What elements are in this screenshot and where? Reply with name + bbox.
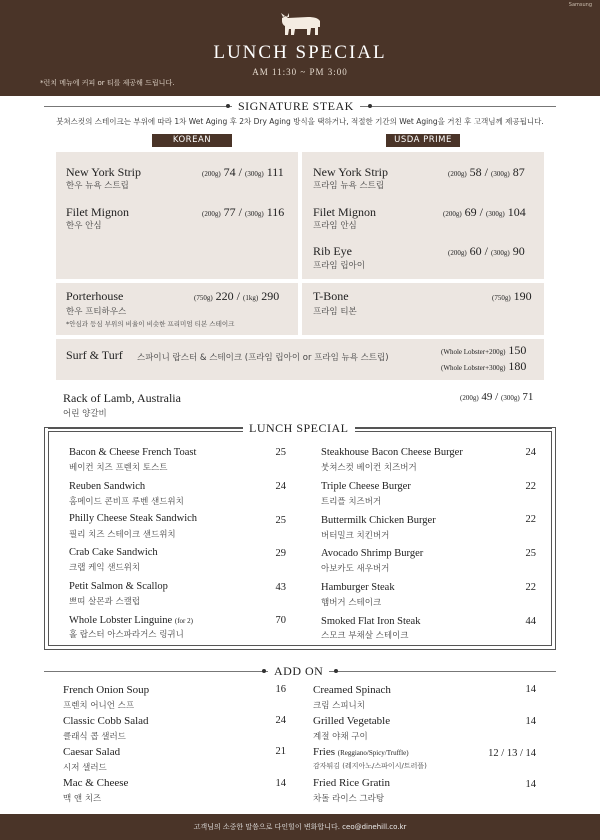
steak-intro: 붓쳐스컷의 스테이크는 부위에 따라 1차 Wet Aging 후 2차 Dry Aging 방식을 택하거나, 적절한 기간의 Wet Aging을 거친 후 고객님께 제공됩니다. — [56, 117, 544, 126]
addon-item-price: 14 — [525, 684, 536, 695]
lunch-item-korean: 베이컨 치즈 프렌치 토스트 — [69, 463, 168, 473]
lunch-item-name: Hamburger Steak — [321, 582, 395, 593]
menu-item-korean: 어린 양갈비 — [63, 409, 107, 419]
lunch-item-korean: 스모크 부채살 스테이크 — [321, 631, 409, 641]
lunch-item-name: Crab Cake Sandwich — [69, 547, 158, 558]
addon-item-korean: 계절 야채 구이 — [313, 732, 368, 742]
addon-item-price: 21 — [275, 746, 286, 757]
menu-item-name: Porterhouse — [66, 289, 124, 303]
lunch-item-korean: 홈메이드 콘비프 루벤 샌드위치 — [69, 497, 184, 507]
lunch-item-price: 29 — [275, 548, 286, 559]
menu-item-korean: 프라임 뉴욕 스트립 — [313, 181, 385, 191]
addon-item-price: 14 — [525, 716, 536, 727]
menu-item-name: T-Bone — [313, 289, 349, 303]
hours-text: AM 11:30 ~ PM 3:00 — [252, 67, 348, 77]
menu-item-korean: 프라임 립아이 — [313, 261, 365, 271]
menu-item-price: (200g) 58 / (300g) 87 — [448, 165, 525, 179]
signature-steak-title: SIGNATURE STEAK — [232, 99, 360, 114]
menu-item-korean: 프라임 티본 — [313, 307, 357, 317]
addon-item-name: Classic Cobb Salad — [63, 715, 149, 727]
addon-item-price: 14 — [275, 778, 286, 789]
menu-item-price: (Whole Lobster+300g) 180 — [441, 359, 527, 373]
korean-tag: KOREAN — [152, 134, 232, 147]
lunch-item-price: 24 — [275, 481, 286, 492]
addon-item-korean: 클래식 콥 샐러드 — [63, 732, 126, 742]
menu-item-price: (750g) 190 — [492, 289, 532, 303]
porterhouse-note: *안심과 등심 부위의 비율이 비슷한 프리미엄 티본 스테이크 — [66, 320, 235, 328]
lunch-item-name: Smoked Flat Iron Steak — [321, 616, 421, 627]
menu-item-name: New York Strip — [66, 165, 142, 179]
lunch-item-price: 22 — [525, 514, 536, 525]
lunch-item-korean: 크랩 케익 샌드위치 — [69, 563, 141, 573]
addon-item-name: Grilled Vegetable — [313, 715, 391, 727]
menu-item-name: Rib Eye — [313, 244, 352, 258]
lunch-item-name: Bacon & Cheese French Toast — [69, 447, 197, 458]
menu-item-korean: 한우 뉴욕 스트립 — [66, 181, 129, 191]
bull-icon — [278, 8, 324, 38]
add-on-title: ADD ON — [268, 664, 329, 679]
lunch-item-price: 22 — [525, 582, 536, 593]
lunch-item-name: Avocado Shrimp Burger — [321, 548, 424, 559]
addon-item-name: Fries (Reggiano/Spicy/Truffle) — [313, 746, 409, 758]
lunch-item-price: 44 — [525, 616, 536, 627]
menu-item-price: (200g) 74 / (300g) 111 — [202, 165, 284, 179]
menu-item-price: (200g) 60 / (300g) 90 — [448, 244, 525, 258]
menu-item-korean: 한우 안심 — [66, 221, 102, 231]
menu-item-korean: 스파이니 랍스터 & 스테이크 (프라임 립아이 or 프라임 뉴욕 스트립) — [137, 353, 389, 363]
menu-item-korean: 프라임 안심 — [313, 221, 357, 231]
lunch-item-price: 43 — [275, 582, 286, 593]
addon-item-name: French Onion Soup — [63, 684, 150, 696]
lunch-item-korean: 트리플 치즈버거 — [321, 497, 382, 507]
lunch-item-price: 70 — [275, 615, 286, 626]
lunch-item-korean: 붓쳐스컷 베이컨 치즈버거 — [321, 463, 417, 473]
divider-dot — [334, 669, 338, 673]
lunch-item-price: 24 — [525, 447, 536, 458]
lunch-item-name: Triple Cheese Burger — [321, 481, 411, 492]
addon-item-name: Caesar Salad — [63, 746, 121, 758]
menu-item-price: (200g) 49 / (300g) 71 — [460, 391, 534, 403]
menu-item-price: (200g) 77 / (300g) 116 — [202, 205, 285, 219]
addon-item-price: 14 — [525, 779, 536, 790]
menu-item-korean: 한우 프티하우스 — [66, 307, 127, 317]
addon-item-korean: 프렌치 어니언 스프 — [63, 701, 135, 711]
header-banner — [0, 0, 600, 96]
lunch-item-name: Buttermilk Chicken Burger — [321, 515, 436, 526]
page-title: LUNCH SPECIAL — [213, 42, 387, 63]
lunch-item-price: 25 — [525, 548, 536, 559]
menu-item-name: Rack of Lamb, Australia — [63, 391, 181, 405]
addon-item-korean: 차돌 라이스 그라탕 — [313, 794, 385, 804]
lunch-item-korean: 홀 랍스터 아스파라거스 링귀니 — [69, 630, 184, 640]
lunch-item-price: 25 — [275, 515, 286, 526]
lunch-item-name: Reuben Sandwich — [69, 481, 146, 492]
lunch-item-name: Philly Cheese Steak Sandwich — [69, 513, 198, 524]
lunch-special-title: LUNCH SPECIAL — [243, 421, 355, 436]
menu-item-price: (Whole Lobster+200g) 150 — [441, 343, 527, 357]
addon-item-korean: 감자튀김 (레지아노/스파이시/트러플) — [313, 762, 427, 770]
menu-item-price: (750g) 220 / (1kg) 290 — [194, 289, 280, 303]
lunch-item-korean: 필리 치즈 스테이크 샌드위치 — [69, 530, 176, 540]
menu-item-name: New York Strip — [313, 165, 389, 179]
menu-item-name: Surf & Turf — [66, 348, 123, 362]
lunch-item-price: 25 — [275, 447, 286, 458]
divider-dot — [368, 104, 372, 108]
addon-item-korean: 시저 샐러드 — [63, 763, 107, 773]
menu-item-price: (200g) 69 / (300g) 104 — [443, 205, 526, 219]
addon-item-korean: 맥 앤 치즈 — [63, 794, 102, 804]
lunch-item-korean: 햄버거 스테이크 — [321, 598, 382, 608]
lunch-item-korean: 버터밀크 치킨버거 — [321, 531, 390, 541]
lunch-item-korean: 아보카도 새우버거 — [321, 564, 390, 574]
brand-label: Samsung — [568, 2, 592, 8]
addon-item-price: 16 — [275, 684, 286, 695]
lunch-item-name: Whole Lobster Linguine (for 2) — [69, 615, 193, 626]
addon-item-name: Creamed Spinach — [313, 684, 391, 696]
lunch-item-price: 22 — [525, 481, 536, 492]
lunch-item-name: Petit Salmon & Scallop — [69, 581, 168, 592]
addon-item-price: 24 — [275, 715, 286, 726]
header-note: *런치 메뉴에 커피 or 티를 제공해 드립니다. — [40, 79, 175, 87]
menu-item-name: Filet Mignon — [313, 205, 377, 219]
divider-dot — [262, 669, 266, 673]
addon-item-korean: 크림 스피니치 — [313, 701, 365, 711]
addon-item-name: Fried Rice Gratin — [313, 777, 390, 789]
menu-item-name: Filet Mignon — [66, 205, 130, 219]
footer: 고객님의 소중한 말씀으로 다인힐이 변화합니다. ceo@dinehill.co.kr — [0, 814, 600, 840]
lunch-item-name: Steakhouse Bacon Cheese Burger — [321, 447, 463, 458]
addon-item-name: Mac & Cheese — [63, 777, 129, 789]
addon-item-price: 12 / 13 / 14 — [488, 748, 536, 759]
lunch-item-korean: 쁘띠 살몬과 스캘럽 — [69, 597, 141, 607]
usda-tag: USDA PRIME — [386, 134, 460, 147]
divider-dot — [226, 104, 230, 108]
